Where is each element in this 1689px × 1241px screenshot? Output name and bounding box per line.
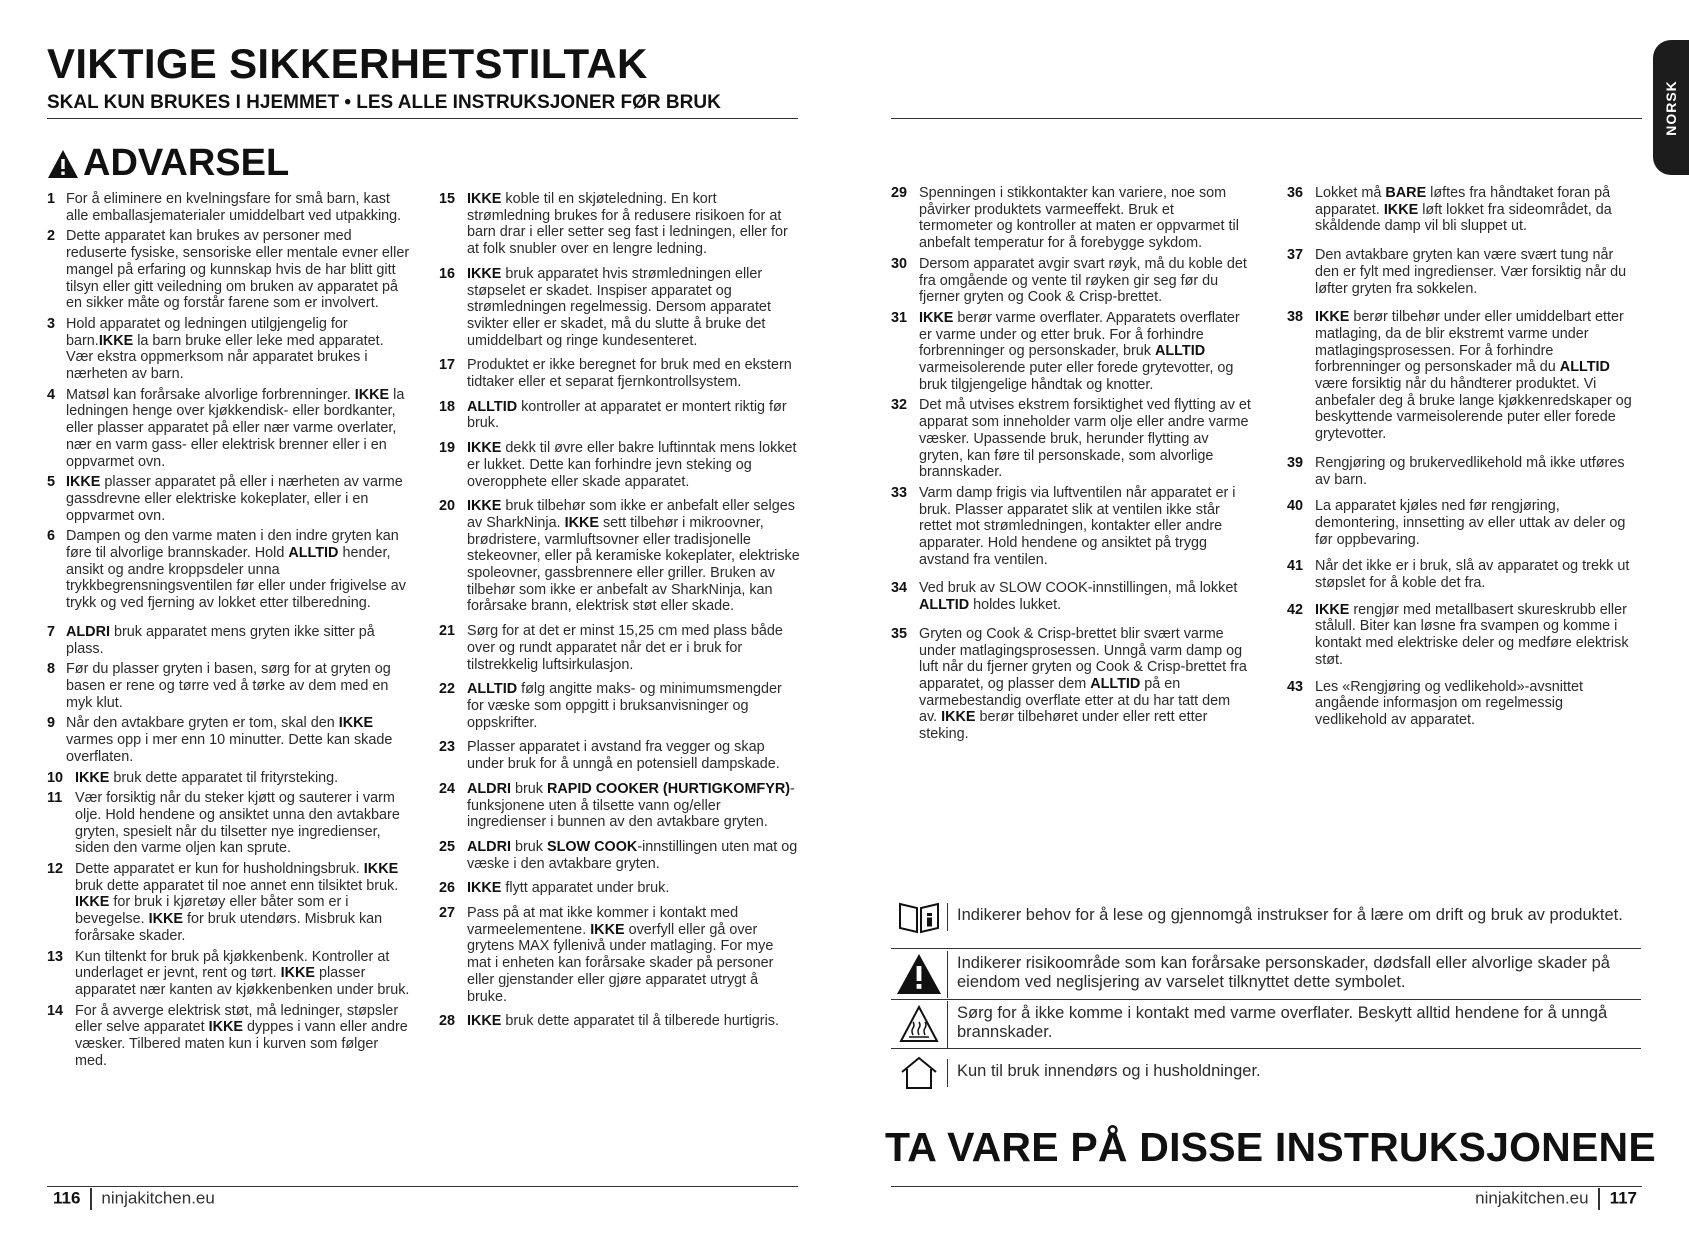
item-text: Ved bruk av SLOW COOK-innstillingen, må lokket ALLTID holdes lukket. [919, 580, 1238, 614]
item-number: 9 [47, 715, 56, 732]
item-text: IKKE flytt apparatet under bruk. [467, 880, 670, 897]
item-text: IKKE dekk til øvre eller bakre luftinntak mens lokket er lukket. Dette kan forhindre jevn steking og overopphete eller skade apparatet. [467, 440, 797, 490]
item-number: 10 [47, 769, 64, 786]
item-number: 17 [439, 357, 456, 374]
item-text: Dette apparatet er kun for husholdningsbruk. IKKE bruk dette apparatet til noe annet enn tilsiktet bruk. IKKE for bruk i kjøretøy eller båter som er i bevegelse. IKKE for bruk utendørs. Misbruk kan forårsake skader. [75, 861, 399, 944]
item-number: 6 [47, 528, 56, 545]
safety-item [439, 191, 801, 258]
item-text: IKKE rengjør med metallbasert skureskrubb eller stålull. Biter kan løsne fra svampen og komme i kontakt med elektriske deler og medføre elektrisk støt. [1315, 601, 1629, 668]
item-number: 8 [47, 661, 56, 678]
safety-item [1287, 498, 1637, 548]
item-text: Produktet er ikke beregnet for bruk med en ekstern tidtaker eller et separat fjernkontrollsystem. [467, 357, 792, 391]
item-text: Når det ikke er i bruk, slå av apparatet og trekk ut støpslet for å koble det fra. [1315, 558, 1630, 592]
item-number: 41 [1287, 558, 1304, 575]
item-number: 27 [439, 905, 456, 922]
symbol-row [891, 949, 1641, 1000]
item-number: 19 [439, 440, 456, 457]
items-column-3 [891, 185, 1251, 743]
item-number: 36 [1287, 185, 1304, 201]
safety-item [1287, 247, 1637, 297]
item-number: 15 [439, 191, 456, 207]
item-number: 30 [891, 255, 908, 272]
item-number: 35 [891, 625, 908, 642]
safety-item [439, 905, 801, 1005]
item-number: 16 [439, 265, 456, 282]
item-text: Varm damp frigis via luftventilen når apparatet er i bruk. Plasser apparatet slik at ventilen ikke står rettet mot strømledningen, kontakter eller andre apparater. Hold hendene og ansiktet på trygg avstand fra ventilen. [919, 484, 1236, 568]
item-number: 14 [47, 1002, 64, 1019]
header-rule-right [891, 118, 1642, 119]
items-column-2 [439, 191, 801, 1030]
item-number: 32 [891, 397, 908, 414]
safety-item [47, 949, 412, 999]
items-column-4 [1287, 185, 1637, 729]
item-text: Rengjøring og brukervedlikehold må ikke utføres av barn. [1315, 454, 1625, 488]
item-text: For å avverge elektrisk støt, må ledninger, støpsler eller selve apparatet IKKE dyppes i vann eller andre væsker. Tilbered maten kun i kurven som følger med. [75, 1002, 408, 1069]
item-text: IKKE plasser apparatet på eller i nærheten av varme gassdrevne eller elektriske kokeplater, eller i en oppvarmet ovn. [66, 474, 403, 524]
safety-item [47, 228, 412, 312]
item-text: ALDRI bruk SLOW COOK-innstillingen uten mat og væske i den avtakbare gryten. [467, 838, 798, 872]
item-number: 7 [47, 623, 56, 640]
item-text: Dette apparatet kan brukes av personer med reduserte fysiske, sensoriske eller mentale evner eller mangel på erfaring og kunnskap hvis de har blitt gitt tilsyn eller gitt veiledning om bruken av apparatet på en sikker måte og forstår farene som er involvert. [66, 228, 410, 312]
symbol-text: Sørg for å ikke komme i kontakt med varme overflater. Beskytt alltid hendene for å unngå brannskader. [947, 1001, 1641, 1048]
item-text: ALDRI bruk apparatet mens gryten ikke sitter på plass. [66, 623, 375, 657]
safety-item [439, 498, 801, 615]
page-number-left: 116 [53, 1188, 81, 1208]
safety-item [439, 399, 801, 432]
item-number: 13 [47, 948, 64, 965]
item-text: Dersom apparatet avgir svart røyk, må du koble det fra omgående og vente til røyken gir seg før du fjerner gryten og Cook & Crisp-brettet. [919, 255, 1247, 306]
item-number: 23 [439, 739, 456, 756]
footer-divider-left [90, 1188, 92, 1210]
items-column-1 [47, 191, 412, 1069]
safety-item [439, 880, 801, 897]
item-text: Vær forsiktig når du steker kjøtt og sauterer i varm olje. Hold hendene og ansiktet unna den avtakbare gryten, spesielt når du tilsetter nye ingredienser, siden den varme oljen kan sprute. [75, 790, 400, 857]
safety-item [47, 770, 412, 787]
safety-item [439, 681, 801, 731]
safety-item [439, 357, 801, 390]
footer-rule-right [891, 1186, 1642, 1187]
warning-heading [47, 142, 289, 185]
safety-item [47, 861, 412, 945]
symbol-row [891, 1000, 1641, 1049]
safety-item [439, 739, 801, 772]
symbol-text: Indikerer risikoområde som kan forårsake personskader, dødsfall eller alvorlige skader på eiendom ved neglisjering av varselet tilknyttet dette symbolet. [947, 951, 1641, 998]
item-text: Gryten og Cook & Crisp-brettet blir svært varme under matlagingsprosessen. Unngå varm damp og luft når du fjerner gryten og Cook & Crisp-brettet fra apparatet, og plasser dem ALLTID på en varmebestandig overflate etter at du har tatt dem av. IKKE berør tilbehøret under eller rett etter steking. [919, 625, 1247, 743]
safety-item [891, 485, 1251, 569]
footer-rule-left [47, 1186, 798, 1187]
safety-item [47, 1003, 412, 1070]
item-number: 1 [47, 191, 56, 207]
item-text: Kun tiltenkt for bruk på kjøkkenbenk. Kontroller at underlaget er jevnt, rent og tørt. IKKE plasser apparatet nær kanten av kjøkkenbenken under bruk. [75, 948, 410, 998]
item-text: Før du plasser gryten i basen, sørg for at gryten og basen er rene og tørre ved å tørke av dem med en myk klut. [66, 661, 391, 711]
save-instructions-heading: TA VARE PÅ DISSE INSTRUKSJONENE [885, 1124, 1656, 1170]
item-number: 5 [47, 474, 56, 491]
item-text: Matsøl kan forårsake alvorlige forbrenninger. IKKE la ledningen henge over kjøkkendisk- eller bordkanter, eller plasser apparatet på eller nær varme overlater, nær en varm gass- eller elektrisk brenner eller i en oppvarmet ovn. [66, 386, 405, 470]
item-number: 3 [47, 315, 56, 332]
safety-item [439, 266, 801, 350]
safety-item [47, 191, 412, 224]
page-number-right: 117 [1609, 1188, 1637, 1208]
item-number: 18 [439, 398, 456, 415]
item-number: 42 [1287, 601, 1304, 618]
item-number: 22 [439, 681, 456, 698]
item-number: 2 [47, 228, 56, 245]
footer-site-right: ninjakitchen.eu [1475, 1188, 1589, 1208]
item-number: 11 [47, 790, 63, 807]
item-number: 25 [439, 838, 456, 855]
safety-item [47, 715, 412, 765]
footer-right [1475, 1188, 1637, 1210]
item-text: IKKE bruk dette apparatet til å tilberede hurtigris. [467, 1013, 779, 1030]
item-text: Den avtakbare gryten kan være svært tung når den er fylt med ingredienser. Vær forsiktig når du løfter gryten fra sokkelen. [1315, 247, 1627, 297]
page-subtitle: SKAL KUN BRUKES I HJEMMET • LES ALLE INSTRUKSJONER FØR BRUK [47, 92, 721, 113]
item-text: Når den avtakbare gryten er tom, skal den IKKE varmes opp i mer enn 10 minutter. Dette kan skade overflaten. [66, 715, 393, 765]
item-text: For å eliminere en kvelningsfare for små barn, kast alle emballasjematerialer umiddelbart ved utpakking. [66, 191, 402, 224]
warning-triangle-icon [891, 953, 947, 995]
item-text: Sørg for at det er minst 15,25 cm med plass både over og rundt apparatet når det er i bruk for tilstrekkelig luftsirkulasjon. [467, 623, 783, 673]
safety-item [1287, 309, 1637, 443]
safety-item [47, 661, 412, 711]
safety-item [47, 528, 412, 612]
language-tab-label: NORSK [1663, 79, 1679, 136]
item-number: 33 [891, 484, 908, 501]
item-text: IKKE koble til en skjøteledning. En kort strømledning brukes for å redusere risikoen for at barn drar i eller setter seg fast i ledningen, eller for at folk snubler over en lengre ledning. [467, 191, 788, 258]
symbol-text: Indikerer behov for å lese og gjennomgå instrukser for å lære om drift og bruk av produktet. [947, 903, 1641, 931]
safety-item [47, 387, 412, 471]
item-number: 29 [891, 185, 908, 201]
safety-item [891, 397, 1251, 481]
warning-triangle-icon [47, 149, 79, 179]
footer-left [53, 1188, 215, 1210]
safety-item [1287, 455, 1637, 488]
item-number: 34 [891, 580, 908, 597]
safety-item [1287, 185, 1637, 235]
header-rule-left [47, 118, 798, 119]
safety-item [439, 623, 801, 673]
item-number: 4 [47, 386, 56, 403]
warning-heading-label: ADVARSEL [83, 142, 290, 184]
safety-item [891, 256, 1251, 306]
item-text: IKKE bruk dette apparatet til frityrsteking. [75, 769, 339, 786]
safety-item [47, 316, 412, 383]
item-number: 31 [891, 309, 908, 326]
safety-item [891, 185, 1251, 252]
item-text: Dampen og den varme maten i den indre gryten kan føre til alvorlige brannskader. Hold ALLTID hender, ansikt og andre kroppsdeler unna trykkbegrensningsventilen før eller under frigivelse av trykk og ved fjerning av lokket etter tilberedning. [66, 528, 406, 612]
house-icon [891, 1055, 947, 1091]
symbol-row [891, 1049, 1641, 1097]
item-text: ALLTID følg angitte maks- og minimumsmengder for væske som oppgitt i bruksanvisninger og oppskrifter. [467, 681, 782, 731]
item-number: 26 [439, 880, 456, 897]
item-text: Lokket må BARE løftes fra håndtaket foran på apparatet. IKKE løft lokket fra sideområdet, da skåldende damp vil bli sluppet ut. [1315, 185, 1612, 235]
safety-item [891, 580, 1251, 613]
safety-item [47, 790, 412, 857]
symbol-text: Kun til bruk innendørs og i husholdninger. [947, 1059, 1641, 1087]
item-text: IKKE berør tilbehør under eller umiddelbart etter matlaging, da de blir ekstremt varme under matlagingsprosessen. For å forhindre forbrenninger og personskader må du ALLTID være forsiktig når du håndterer produktet. Vi anbefaler deg å bruke lange kjøkkenredskaper og beskyttende varmeisolerende puter eller forede grytevotter. [1315, 309, 1632, 443]
hot-surface-icon [891, 1005, 947, 1043]
item-text: ALDRI bruk RAPID COOKER (HURTIGKOMFYR)-funksjonene uten å tilsette vann og/eller ingredienser i bunnen av den avtakbare gryten. [467, 780, 795, 831]
item-number: 20 [439, 498, 456, 515]
safety-item [439, 440, 801, 490]
item-text: Det må utvises ekstrem forsiktighet ved flytting av et apparat som inneholder varm olje eller andre varme væsker. Upassende bruk, herunder flytting av gryten, kan føre til personskade, som alvorlige brannskader. [919, 397, 1251, 481]
item-text: La apparatet kjøles ned før rengjøring, demontering, innsetting av eller uttak av deler og før oppbevaring. [1315, 498, 1626, 548]
safety-item [891, 310, 1251, 394]
item-number: 24 [439, 780, 456, 797]
language-tab [1653, 40, 1689, 175]
item-text: Hold apparatet og ledningen utilgjengelig for barn.IKKE la barn bruke eller leke med apparatet. Vær ekstra oppmerksom når apparatet brukes i nærheten av barn. [66, 315, 384, 383]
item-number: 40 [1287, 498, 1304, 515]
symbols-table [891, 886, 1641, 1097]
item-text: IKKE bruk apparatet hvis strømledningen eller støpselet er skadet. Inspiser apparatet og strømledningen regelmessig. Dersom apparatet svikter eller er skadet, må du slutte å bruke det umiddelbart og ringe kundesenteret. [467, 265, 771, 349]
item-text: IKKE berør varme overflater. Apparatets overflater er varme under og etter bruk. For å forhindre forbrenninger og personskader, bruk ALLTID varmeisolerende puter eller forede grytevotter, og bruk tilgjengelige håndtak og knotter. [919, 309, 1240, 393]
item-text: Spenningen i stikkontakter kan variere, noe som påvirker produktets varmeeffekt. Bruk et termometer og kontroller at maten er oppvarmet til anbefalt temperatur for å forebygge sykdom. [919, 185, 1239, 252]
safety-item [439, 839, 801, 872]
item-number: 21 [439, 623, 456, 640]
item-number: 37 [1287, 247, 1304, 264]
item-text: IKKE bruk tilbehør som ikke er anbefalt eller selges av SharkNinja. IKKE sett tilbehør i mikroovner, brødristere, varmluftsovner eller tradisjonelle stekeovner, eller på keramiske kokeplater, elektriske spoleovner, gassbrennere eller griller. Bruken av tilbehør som ikke er anbefalt av SharkNinja, kan forårsake brann, elektrisk støt eller skade. [467, 498, 800, 615]
item-number: 39 [1287, 454, 1304, 471]
safety-item [47, 624, 412, 657]
item-number: 38 [1287, 309, 1304, 326]
safety-item [891, 626, 1251, 743]
manual-info-icon [891, 900, 947, 934]
safety-item [1287, 558, 1637, 591]
safety-item [439, 1013, 801, 1030]
item-text: ALLTID kontroller at apparatet er montert riktig før bruk. [467, 398, 787, 432]
safety-item [1287, 602, 1637, 669]
footer-site-left: ninjakitchen.eu [101, 1188, 215, 1208]
safety-item [439, 781, 801, 831]
symbol-row [891, 886, 1641, 949]
footer-divider-right [1598, 1188, 1600, 1210]
item-number: 12 [47, 861, 64, 878]
item-text: Plasser apparatet i avstand fra vegger og skap under bruk for å unngå en potensiell dampskade. [467, 739, 780, 773]
item-text: Pass på at mat ikke kommer i kontakt med varmeelementene. IKKE overfyll eller gå over grytens MAX fyllenivå under matlaging. For mye mat i enheten kan forårsake skader på personer eller gjenstander eller gjøre apparatet utrygt å bruke. [467, 905, 774, 1005]
item-text: Les «Rengjøring og vedlikehold»-avsnittet angående informasjon om regelmessig vedlikehold av apparatet. [1315, 678, 1583, 728]
safety-item [47, 474, 412, 524]
safety-item [1287, 679, 1637, 729]
item-number: 28 [439, 1013, 456, 1030]
page-title: VIKTIGE SIKKERHETSTILTAK [47, 40, 648, 87]
item-number: 43 [1287, 678, 1304, 695]
